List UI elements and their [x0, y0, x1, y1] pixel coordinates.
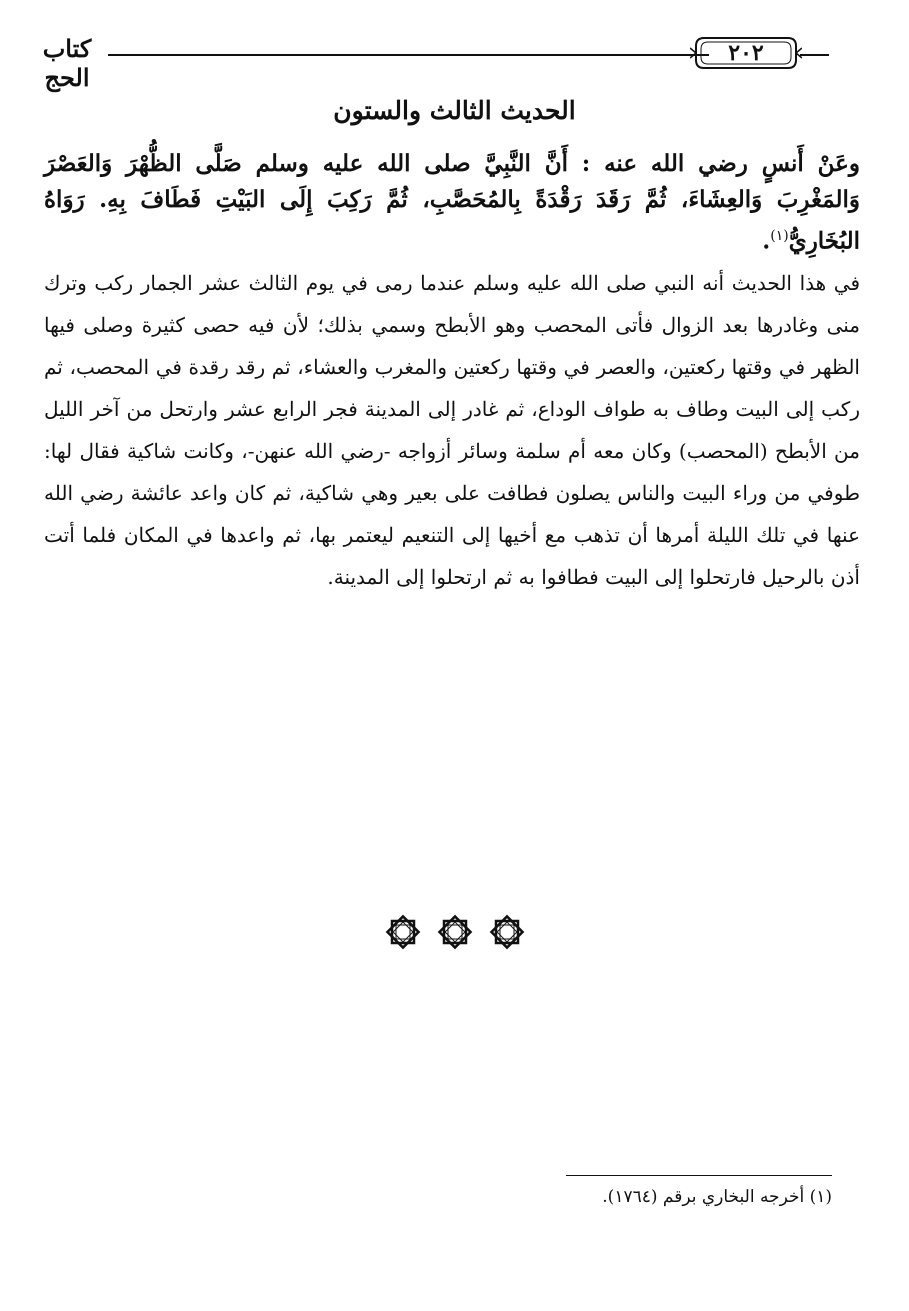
eight-point-star-icon: [487, 912, 527, 952]
eight-point-star-icon: [435, 912, 475, 952]
hadith-text: وعَنْ أَنسٍ رضي الله عنه : أَنَّ النَّبِيَّ صلى الله عليه وسلم صَلَّى الظُّهْرَ وَالعَصْرَ وَالمَغْرِبَ وَالعِشَاءَ، ثُمَّ رَقَدَ رَقْدَةً بِالمُحَصَّبِ، ثُمَّ رَكِبَ إِلَى البَيْتِ فَطَافَ بِهِ. رَوَاهُ البُخَارِيُّ: [44, 150, 860, 255]
header-rule: [108, 54, 709, 56]
footnote-rule: [566, 1175, 832, 1176]
hadith-text-block: وعَنْ أَنسٍ رضي الله عنه : أَنَّ النَّبِيَّ صلى الله عليه وسلم صَلَّى الظُّهْرَ وَالعَصْرَ وَالمَغْرِبَ وَالعِشَاءَ، ثُمَّ رَقَدَ رَقْدَةً بِالمُحَصَّبِ، ثُمَّ رَكِبَ إِلَى البَيْتِ فَطَافَ بِهِ. رَوَاهُ البُخَارِيُّ$^{(١)}$.: [44, 150, 860, 255]
page-number: ٢٠٢: [728, 40, 764, 66]
page-number-frame: [690, 30, 802, 76]
header-rule-right: [800, 54, 829, 56]
eight-point-star-icon: [383, 912, 423, 952]
hadith-title: الحديث الثالث والستون: [333, 96, 576, 125]
footnote: (١) أخرجه البخاري برقم (١٧٦٤).: [602, 1187, 832, 1207]
section-end-ornaments: [0, 912, 909, 952]
commentary-paragraph: في هذا الحديث أنه النبي صلى الله عليه وسلم عندما رمى في يوم الثالث عشر الجمار ركب وترك منى وغادرها بعد الزوال فأتى المحصب وهو الأبطح وسمي بذلك؛ لأن فيه حصى كثيرة وصلى فيها الظهر في وقتها ركعتين، والعصر في وقتها ركعتين والمغرب والعشاء، ثم رقد رقدة في المحصب، ثم ركب إلى البيت وطاف به طواف الوداع، ثم غادر إلى المدينة فجر الرابع عشر وارتحل من آخر الليل من الأبطح (المحصب) وكان معه أم سلمة وسائر أزواجه -رضي الله عنهن-، وكانت شاكية فقال لها: طوفي من وراء البيت والناس يصلون فطافت على بعير وهي شاكية، ثم كان واعد عائشة رضي الله عنها في تلك الليلة أمرها أن تذهب مع أخيها إلى التنعيم ليعتمر بها، ثم واعدها في المكان فلما أتت أذن بالرحيل فارتحلوا إلى البيت فطافوا به ثم ارتحلوا إلى المدينة.: [44, 271, 861, 589]
running-head-book-title: كتاب الحج: [42, 34, 92, 92]
footnote-marker: (١): [770, 228, 789, 244]
